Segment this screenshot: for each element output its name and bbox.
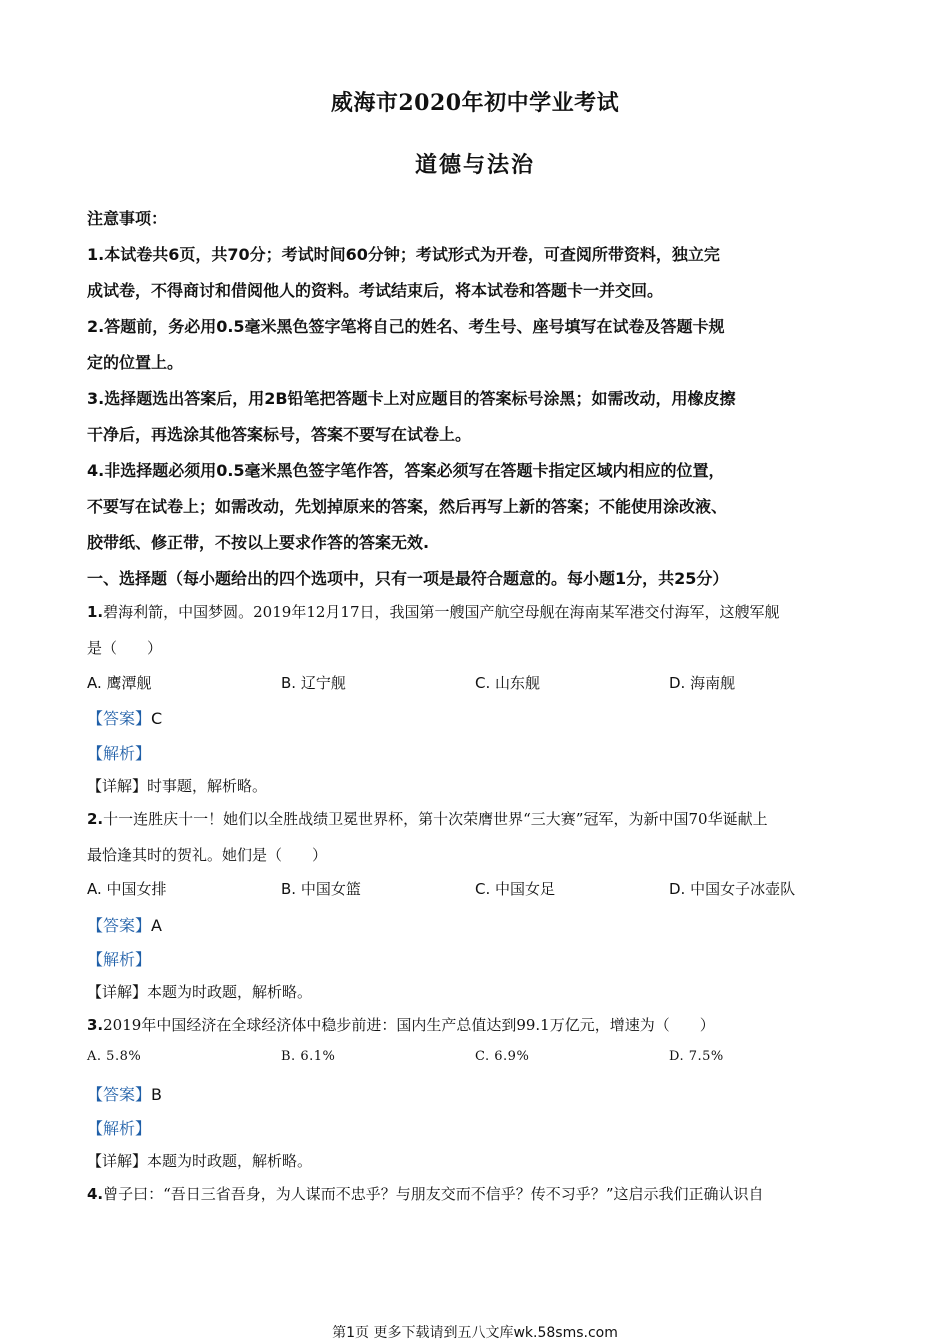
option-letter: C. <box>475 674 491 692</box>
answer-value: C <box>151 709 163 728</box>
option-letter: C. <box>475 880 491 898</box>
q1-option-b <box>281 672 346 693</box>
answer-value: A <box>151 916 162 935</box>
question-1-cont: 是（ ） <box>87 639 163 657</box>
q2-detail <box>87 981 312 1002</box>
notice-line: 3.选择题选出答案后，用2B铅笔把答题卡上对应题目的答案标号涂黑；如需改动，用橡皮擦 <box>87 389 736 408</box>
question-4 <box>87 1183 763 1204</box>
notice-line: 定的位置上。 <box>87 353 184 372</box>
detail-text: 时事题，解析略。 <box>147 777 268 795</box>
option-letter: B. <box>281 1049 296 1064</box>
q1-answer <box>87 706 162 729</box>
q1-option-c <box>475 672 540 693</box>
detail-text: 本题为时政题，解析略。 <box>147 1152 313 1170</box>
answer-label: 【答案】 <box>87 1085 152 1104</box>
option-text: 辽宁舰 <box>300 674 346 692</box>
question-1 <box>87 601 780 622</box>
question-number: 2. <box>87 810 104 828</box>
q1-option-a <box>87 672 152 693</box>
option-letter: C. <box>475 1049 490 1064</box>
notice-line: 1.本试卷共6页，共70分；考试时间60分钟；考试形式为开卷，可查阅所带资料，独立完 <box>87 245 720 264</box>
option-text: 5.8% <box>106 1049 142 1064</box>
question-2 <box>87 808 768 829</box>
exam-subject: 道德与法治 <box>414 152 535 178</box>
option-letter: B. <box>281 674 297 692</box>
notice-line: 不要写在试卷上；如需改动，先划掉原来的答案，然后再写上新的答案；不能使用涂改液、 <box>87 497 728 516</box>
q3-answer <box>87 1082 162 1105</box>
q2-answer <box>87 913 162 936</box>
q3-option-c <box>475 1049 529 1064</box>
q3-analysis-label: 【解析】 <box>87 1119 152 1138</box>
detail-label: 【详解】 <box>87 777 148 795</box>
option-text: 6.1% <box>300 1049 336 1064</box>
option-letter: D. <box>669 880 686 898</box>
option-letter: A. <box>87 880 102 898</box>
q3-option-a <box>87 1049 141 1064</box>
notice-line: 4.非选择题必须用0.5毫米黑色签字笔作答，答案必须写在答题卡指定区域内相应的位置， <box>87 461 725 480</box>
option-text: 海南舰 <box>690 674 736 692</box>
option-letter: A. <box>87 1049 102 1064</box>
detail-text: 本题为时政题，解析略。 <box>147 983 313 1001</box>
q3-option-b <box>281 1049 335 1064</box>
question-text: 碧海利箭，中国梦圆。2019年12月17日，我国第一艘国产航空母舰在海南某军港交付海军，这艘军舰 <box>103 603 780 621</box>
q2-option-d <box>669 878 795 899</box>
q2-option-a <box>87 878 167 899</box>
notice-line: 胶带纸、修正带，不按以上要求作答的答案无效. <box>87 533 430 552</box>
option-letter: B. <box>281 880 297 898</box>
q2-option-b <box>281 878 361 899</box>
detail-label: 【详解】 <box>87 1152 148 1170</box>
option-text: 鹰潭舰 <box>106 674 152 692</box>
exam-title: 威海市2020年初中学业考试 <box>330 90 620 116</box>
q3-detail <box>87 1150 312 1171</box>
q2-option-c <box>475 878 555 899</box>
question-3 <box>87 1014 715 1035</box>
option-letter: D. <box>669 1049 685 1064</box>
notice-line: 干净后，再选涂其他答案标号，答案不要写在试卷上。 <box>87 425 472 444</box>
question-number: 1. <box>87 603 104 621</box>
question-text: 十一连胜庆十一！她们以全胜战绩卫冕世界杯，第十次荣膺世界“三大赛”冠军，为新中国70华诞献上 <box>103 810 768 828</box>
option-text: 6.9% <box>494 1049 530 1064</box>
q1-option-d <box>669 672 735 693</box>
q3-option-d <box>669 1049 724 1064</box>
notice-line: 成试卷，不得商讨和借阅他人的资料。考试结束后，将本试卷和答题卡一并交回。 <box>87 281 664 300</box>
option-letter: D. <box>669 674 686 692</box>
question-number: 4. <box>87 1185 104 1203</box>
option-text: 山东舰 <box>495 674 541 692</box>
option-text: 中国女排 <box>106 880 167 898</box>
q1-detail <box>87 775 267 796</box>
answer-label: 【答案】 <box>87 916 152 935</box>
q1-analysis-label: 【解析】 <box>87 744 152 763</box>
option-text: 中国女子冰壶队 <box>690 880 796 898</box>
page-footer: 第1页 更多下载请到五八文库wk.58sms.com <box>332 1325 618 1341</box>
answer-label: 【答案】 <box>87 709 152 728</box>
detail-label: 【详解】 <box>87 983 148 1001</box>
notice-heading: 注意事项： <box>87 209 168 228</box>
option-text: 中国女篮 <box>300 880 361 898</box>
question-text: 2019年中国经济在全球经济体中稳步前进：国内生产总值达到99.1万亿元，增速为（ ） <box>103 1016 715 1034</box>
option-text: 中国女足 <box>495 880 556 898</box>
q2-analysis-label: 【解析】 <box>87 950 152 969</box>
answer-value: B <box>151 1085 162 1104</box>
notice-line: 2.答题前，务必用0.5毫米黑色签字笔将自己的姓名、考生号、座号填写在试卷及答题卡规 <box>87 317 725 336</box>
option-text: 7.5% <box>688 1049 724 1064</box>
question-2-cont: 最恰逢其时的贺礼。她们是（ ） <box>87 846 328 864</box>
question-number: 3. <box>87 1016 104 1034</box>
section-heading: 一、选择题（每小题给出的四个选项中，只有一项是最符合题意的。每小题1分，共25分） <box>87 569 729 588</box>
question-text: 曾子曰：“吾日三省吾身，为人谋而不忠乎？与朋友交而不信乎？传不习乎？”这启示我们正确认识自 <box>103 1185 764 1203</box>
option-letter: A. <box>87 674 102 692</box>
